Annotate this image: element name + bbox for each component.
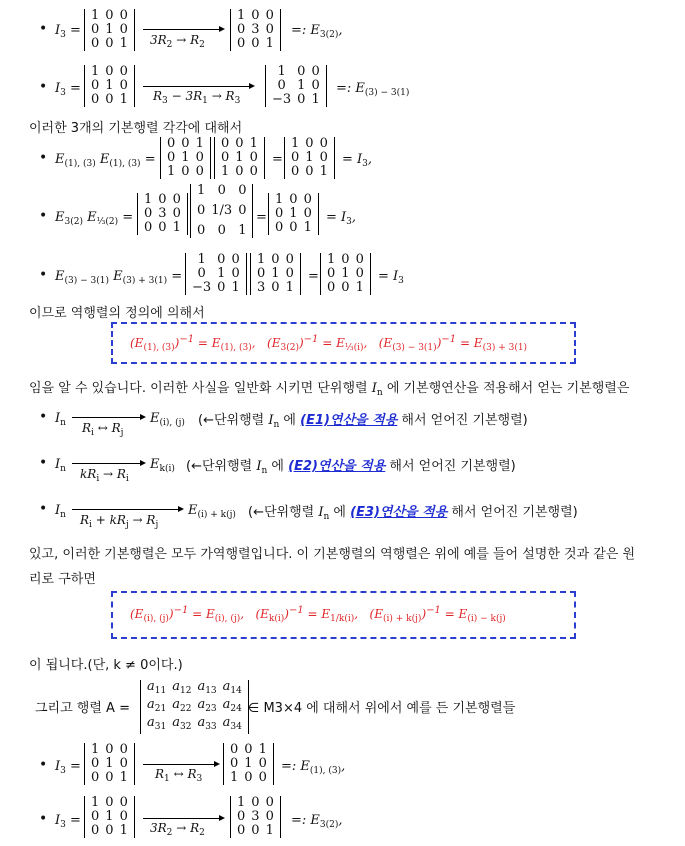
desc: (←단위행렬 $I_n$ 에 (E3)연산을 적용 해서 얻어진 기본행렬)	[248, 505, 578, 522]
desc: (←단위행렬 $I_n$ 에 (E2)연산을 적용 해서 얻어진 기본행렬)	[186, 459, 516, 476]
arrow	[72, 509, 182, 510]
note: 이 됩니다.(단, k ≠ 0이다.)	[29, 658, 183, 673]
arrow	[143, 29, 223, 30]
matrix-a: $a_{11}$ $a_{12}$ $a_{13}$ $a_{14}$ $a_{21}$ $a_{22}$ $a_{23}$ $a_{24}$ $a_{31}$ $a_{32}$ $a_{33}$ $a_{34}$	[140, 680, 249, 734]
arrow	[72, 417, 144, 418]
result-matrix: 1 0 0 0 3 0 0 0 1	[230, 796, 281, 838]
identity-matrix: 1 0 0 0 1 0 0 0 1	[84, 9, 135, 51]
box-formula: $(E_{(1), (3)})^{-1} = E_{(1), (3)}$, $(E_{3(2)})^{-1} = E_{\frac{1}{3}(i)}$, $(E_{(3) - 3(1)})^{-1} = E_{(3) + 3(1)}$	[130, 334, 528, 353]
result: $E_{(i) + k(j)}$	[188, 503, 236, 520]
arrow	[143, 764, 218, 765]
bullet: •	[39, 455, 48, 471]
op-label: $R_3 - 3R_1 \to R_3$	[153, 89, 241, 106]
lhs: $E_{(3) - 3(1)}$ $E_{(3) + 3(1)}$ =	[55, 269, 183, 286]
bullet: •	[39, 21, 48, 37]
paragraph: 리로 구하면	[29, 572, 96, 587]
bullet: •	[39, 811, 48, 827]
intro-text: 이므로 역행렬의 정의에 의해서	[29, 306, 205, 321]
identity-matrix: 1 0 0 0 1 0 0 0 1	[84, 65, 135, 107]
result-matrix: 1 0 0 0 1 0 −3 0 1	[265, 65, 327, 107]
bullet: •	[39, 757, 48, 773]
matrix: 1 0 0 0 1 0 0 0 1	[320, 253, 371, 295]
rhs: =: $E_{3(2)}$,	[291, 813, 343, 830]
lhs: $I_3$ =	[55, 23, 81, 40]
op-name: (E2)연산을 적용	[288, 459, 386, 474]
rhs: =: $E_{(3) - 3(1)}$	[336, 81, 410, 98]
equals: =	[308, 269, 319, 284]
matrix-a-intro: 그리고 행렬 A =	[35, 701, 130, 716]
bullet: •	[39, 79, 48, 95]
op-label: $R_1$ ↔ $R_3$	[155, 767, 203, 784]
lhs: $I_3$ =	[55, 813, 81, 830]
result: = $I_3$	[378, 269, 404, 286]
matrix: 1 0 0 0 1 0 3 0 1	[250, 253, 301, 295]
desc: (←단위행렬 $I_n$ 에 (E1)연산을 적용 해서 얻어진 기본행렬)	[198, 413, 528, 430]
bullet: •	[39, 208, 48, 224]
op-name: (E1)연산을 적용	[300, 413, 398, 428]
matrix: 0 0 1 0 1 0 1 0 0	[160, 137, 211, 179]
op-label: $3R_2 \to R_2$	[150, 821, 205, 838]
result: = $I_3$,	[342, 152, 373, 169]
arrow	[72, 463, 144, 464]
result: $E_{k(i)}$	[150, 457, 175, 474]
result: = $I_3$,	[326, 210, 357, 227]
lhs: $I_n$	[55, 503, 66, 520]
matrix: 0 0 1 0 1 0 1 0 0	[214, 137, 265, 179]
box-formula: $(E_{(i), (j)})^{-1} = E_{(i), (j)}$, $(E_{k(i)})^{-1} = E_{1/k(i)}$, $(E_{(i) + k(j)})^{-1} = E_{(i) - k(j)}$	[130, 605, 506, 624]
lhs: $I_3$ =	[55, 81, 81, 98]
lhs: $E_{(1), (3)}$ $E_{(1), (3)}$ =	[55, 152, 156, 169]
arrow	[143, 86, 253, 87]
matrix: 1 0 0 0 3 0 0 0 1	[137, 193, 188, 235]
matrix: 1 0 0 0 1 0 0 0 1	[284, 137, 335, 179]
bullet: •	[39, 501, 48, 517]
matrix: 1 0 0 0 1 0 0 0 1	[268, 193, 319, 235]
paragraph: 있고, 이러한 기본행렬은 모두 가역행렬입니다. 이 기본행렬의 역행렬은 위에 예를 들어 설명한 것과 같은 원	[29, 547, 636, 562]
identity-matrix: 1 0 0 0 1 0 0 0 1	[84, 796, 135, 838]
lhs: $E_{3(2)}$ $E_{\frac{1}{3}(2)}$ =	[55, 210, 134, 227]
lhs: $I_n$	[55, 457, 66, 474]
rhs: =: $E_{3(2)}$,	[291, 23, 343, 40]
equals: =	[272, 152, 283, 167]
matrix-a-tail: ∈ M3×4 에 대해서 위에서 예를 든 기본행렬들	[248, 701, 516, 716]
result: $E_{(i), (j)}$	[150, 411, 185, 428]
result-matrix: 1 0 0 0 3 0 0 0 1	[230, 9, 281, 51]
arrow	[143, 818, 223, 819]
op-label: $3R_2 \to R_2$	[150, 33, 205, 50]
equals: =	[256, 210, 267, 225]
identity-matrix: 1 0 0 0 1 0 0 0 1	[84, 743, 135, 785]
intro-text: 이러한 3개의 기본행렬 각각에 대해서	[29, 121, 243, 136]
op-name: (E3)연산을 적용	[350, 505, 448, 520]
op-label: $kR_i \to R_i$	[80, 467, 129, 484]
matrix: 1 0 0 0 1/3 0 0 0 1	[190, 184, 253, 238]
bullet: •	[39, 409, 48, 425]
matrix: 1 0 0 0 1 0 −3 0 1	[185, 253, 247, 295]
intro-text: 임을 알 수 있습니다. 이러한 사실을 일반화 시키면 단위행렬 $I_n$ 에 기본행연산을 적용해서 얻는 기본행렬은	[29, 381, 630, 398]
lhs: $I_n$	[55, 411, 66, 428]
op-label: $R_i$ ↔ $R_j$	[82, 421, 124, 438]
rhs: =: $E_{(1), (3)}$,	[281, 759, 346, 776]
bullet: •	[39, 267, 48, 283]
op-label: $R_i + kR_j \to R_j$	[80, 513, 159, 530]
bullet: •	[39, 150, 48, 166]
result-matrix: 0 0 1 0 1 0 1 0 0	[223, 743, 274, 785]
lhs: $I_3$ =	[55, 759, 81, 776]
